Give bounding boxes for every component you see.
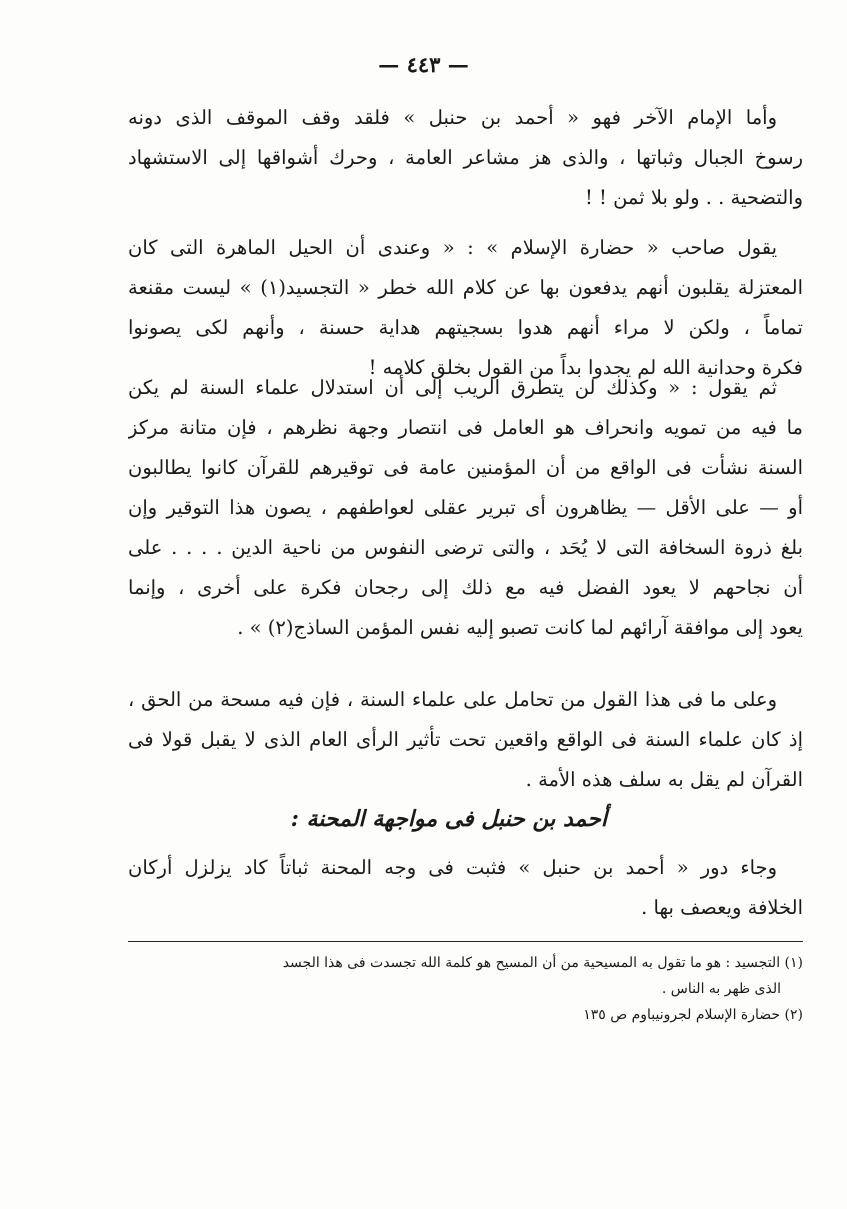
paragraph-4 [128,680,803,800]
text-line: إذ كان علماء السنة فى الواقع واقعين تحت تأثير الرأى العام الذى لا يقبل قولا فى [128,728,803,751]
section-heading: أحمد بن حنبل فى مواجهة المحنة : [290,806,607,832]
text-line: السنة نشأت فى الواقع من أن المؤمنين عامة فى توقيرهم للقرآن كانوا يطالبون [128,456,803,479]
footnote-line: (٢) حضارة الإسلام لجرونيباوم ص ١٣٥ [583,1007,803,1023]
text-line: أن نجاحهم لا يعود الفضل فيه مع ذلك إلى رجحان فكرة على أخرى ، وإنما [128,576,803,599]
text-line: يعود إلى موافقة آرائهم لما كانت تصبو إليه نفس المؤمن الساذج(٢) » . [237,616,803,639]
footnotes [128,950,803,1028]
text-line: والتضحية . . ولو بلا ثمن ! ! [585,186,803,209]
text-line: ما فيه من تمويه وانحراف هو العامل فى انتصار وجهة نظرهم ، فإن متانة مركز [128,416,803,439]
text-line: رسوخ الجبال وثباتها ، والذى هز مشاعر العامة ، وحرك أشواقها إلى الاستشهاد [128,146,803,169]
text-line: وأما الإمام الآخر فهو « أحمد بن حنبل » فلقد وقف الموقف الذى دونه [128,106,777,129]
text-line: القرآن لم يقل به سلف هذه الأمة . [525,768,803,791]
paragraph-1 [128,98,803,218]
text-line: المعتزلة يقلبون أنهم يدفعون بها عن كلام الله خطر « التجسيد(١) » ليست مقنعة [128,276,803,299]
paragraph-5 [128,848,803,928]
footnote-divider [128,941,803,942]
page-number: — ٤٤٣ — [378,52,469,77]
paragraph-2 [128,228,803,388]
text-line: ثم يقول : « وكذلك لن يتطرق الريب إلى أن استدلال علماء السنة لم يكن [128,376,777,399]
paragraph-3 [128,368,803,648]
text-line: أو — على الأقل — يظاهرون أى تبرير عقلى لعواطفهم ، يصون هذا التوقير وإن [128,496,803,519]
text-line: تماماً ، ولكن لا مراء أنهم هدوا بسجيتهم هداية حسنة ، وأنهم لكى يصونوا [128,316,803,339]
text-line: وجاء دور « أحمد بن حنبل » فثبت فى وجه المحنة ثباتاً كاد يزلزل أركان [128,856,777,879]
text-line: يقول صاحب « حضارة الإسلام » : « وعندى أن الحيل الماهرة التى كان [128,236,777,259]
text-line: الخلافة ويعصف بها . [641,896,803,919]
footnote-line: الذى ظهر به الناس . [661,981,781,997]
text-line: بلغ ذروة السخافة التى لا يُحَد ، والتى ترضى النفوس من ناحية الدين . . . . على [128,536,803,559]
text-line: فكرة وحدانية الله لم يجدوا بداً من القول بخلق كلامه ! [368,356,803,379]
footnote-line: (١) التجسيد : هو ما تقول به المسيحية من أن المسيح هو كلمة الله تجسدت فى هذا الجسد [282,955,803,971]
text-line: وعلى ما فى هذا القول من تحامل على علماء السنة ، فإن فيه مسحة من الحق ، [128,688,777,711]
